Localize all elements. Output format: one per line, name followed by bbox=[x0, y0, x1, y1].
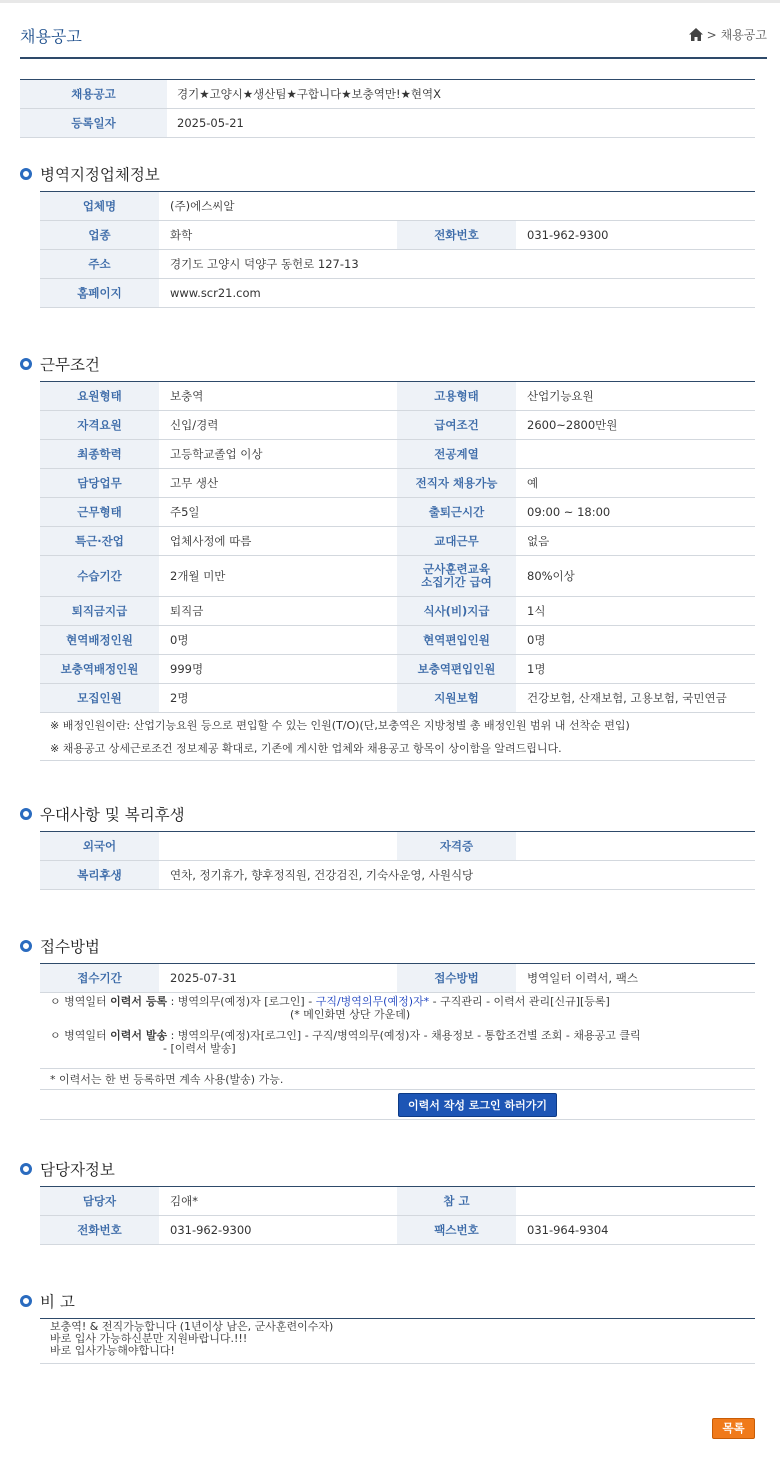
register-note: (* 메인화면 상단 가운데) bbox=[290, 1008, 411, 1021]
company-phone-value: 031-962-9300 bbox=[516, 221, 755, 250]
work-note-assignment: ※ 배정인원이란: 산업기능요원 등으로 편입할 수 있는 인원(T/O)(단,보충역은 지방청별 총 배정인원 범위 내 선착순 편입) bbox=[50, 718, 630, 732]
page-header bbox=[20, 24, 767, 59]
register-bold: 이력서 등록 bbox=[110, 995, 168, 1008]
remarks-line: 보충역! & 전직가능합니다 (1년이상 남은, 군사훈련이수자) bbox=[50, 1320, 334, 1333]
work-value: 09:00 ~ 18:00 bbox=[516, 498, 755, 527]
contact-person-value: 김애* bbox=[159, 1187, 397, 1216]
apply-note: * 이력서는 한 번 등록하면 계속 사용(발송) 가능. bbox=[40, 1069, 755, 1090]
benefits-section-label: 우대사항 및 복리후생 bbox=[40, 806, 185, 824]
work-label bbox=[397, 556, 516, 597]
work-label: 퇴직금지급 bbox=[40, 597, 159, 626]
certificate-value bbox=[516, 832, 755, 861]
register-prefix: ㅇ 병역일터 bbox=[50, 995, 111, 1008]
work-label: 최종학력 bbox=[40, 440, 159, 469]
remarks-section-title bbox=[20, 1290, 75, 1312]
work-label-line: 군사훈련교육 bbox=[423, 562, 490, 576]
bullet-icon bbox=[20, 1295, 32, 1307]
apply-method-value: 병역일터 이력서, 팩스 bbox=[516, 964, 755, 993]
address-value: 경기도 고양시 덕양구 동헌로 127-13 bbox=[159, 250, 755, 279]
homepage-link[interactable]: www.scr21.com bbox=[159, 279, 755, 308]
fax-value: 031-964-9304 bbox=[516, 1216, 755, 1245]
work-label: 전직자 채용가능 bbox=[397, 469, 516, 498]
posting-date-label: 등록일자 bbox=[20, 109, 167, 138]
work-value: 퇴직금 bbox=[159, 597, 397, 626]
company-name-value: (주)에스씨알 bbox=[159, 192, 755, 221]
resume-send-line bbox=[50, 1029, 755, 1042]
work-label: 교대근무 bbox=[397, 527, 516, 556]
apply-section-title bbox=[20, 935, 100, 957]
work-value: 산업기능요원 bbox=[516, 382, 755, 411]
page-title: 채용공고 bbox=[20, 27, 82, 46]
contact-phone-value: 031-962-9300 bbox=[159, 1216, 397, 1245]
fax-label: 팩스번호 bbox=[397, 1216, 516, 1245]
table-row bbox=[40, 861, 755, 890]
work-value bbox=[516, 440, 755, 469]
table-row bbox=[40, 382, 755, 411]
contact-section-title bbox=[20, 1158, 115, 1180]
breadcrumb-current: 채용공고 bbox=[720, 28, 767, 42]
table-row bbox=[40, 684, 755, 713]
work-label: 고용형태 bbox=[397, 382, 516, 411]
send-text-tail: - [이력서 발송] bbox=[163, 1042, 236, 1055]
work-value: 2600~2800만원 bbox=[516, 411, 755, 440]
work-label: 급여조건 bbox=[397, 411, 516, 440]
table-row bbox=[40, 250, 755, 279]
register-text-tail: - 구직관리 - 이력서 관리[신규][등록] bbox=[429, 995, 610, 1008]
industry-label: 업종 bbox=[40, 221, 159, 250]
language-label: 외국어 bbox=[40, 832, 159, 861]
work-label: 모집인원 bbox=[40, 684, 159, 713]
register-text: : 병역의무(예정)자 [로그인] - bbox=[167, 995, 316, 1008]
remarks-line: 바로 입사가능해야합니다! bbox=[50, 1344, 175, 1357]
remarks-box bbox=[40, 1318, 755, 1364]
table-row bbox=[40, 192, 755, 221]
welfare-value: 연차, 정기휴가, 향후정직원, 건강검진, 기숙사운영, 사원식당 bbox=[159, 861, 755, 890]
apply-instructions bbox=[40, 993, 755, 1069]
table-row bbox=[40, 737, 755, 761]
bullet-icon bbox=[20, 358, 32, 370]
work-label: 전공계열 bbox=[397, 440, 516, 469]
table-row bbox=[40, 1216, 755, 1245]
resume-register-line bbox=[50, 995, 755, 1008]
work-table bbox=[40, 381, 755, 761]
benefits-section-title bbox=[20, 803, 185, 825]
work-label: 보충역편입인원 bbox=[397, 655, 516, 684]
work-value: 고무 생산 bbox=[159, 469, 397, 498]
table-row bbox=[40, 469, 755, 498]
table-row bbox=[40, 964, 755, 993]
work-section-title bbox=[20, 353, 100, 375]
table-row bbox=[40, 993, 755, 1069]
table-row bbox=[40, 1187, 755, 1216]
list-button[interactable]: 목록 bbox=[712, 1418, 755, 1439]
work-value: 999명 bbox=[159, 655, 397, 684]
language-value bbox=[159, 832, 397, 861]
certificate-label: 자격증 bbox=[397, 832, 516, 861]
work-label: 자격요원 bbox=[40, 411, 159, 440]
work-value: 신입/경력 bbox=[159, 411, 397, 440]
send-bold: 이력서 발송 bbox=[110, 1029, 168, 1042]
table-row bbox=[40, 411, 755, 440]
apply-period-value: 2025-07-31 bbox=[159, 964, 397, 993]
reference-label: 참 고 bbox=[397, 1187, 516, 1216]
work-value: 주5일 bbox=[159, 498, 397, 527]
company-section-title bbox=[20, 163, 160, 185]
table-row bbox=[40, 1090, 755, 1120]
work-value: 건강보험, 산재보험, 고용보험, 국민연금 bbox=[516, 684, 755, 713]
table-row bbox=[40, 597, 755, 626]
work-value: 고등학교졸업 이상 bbox=[159, 440, 397, 469]
table-row bbox=[40, 527, 755, 556]
apply-section-label: 접수방법 bbox=[40, 938, 100, 956]
table-row bbox=[40, 1069, 755, 1090]
table-row bbox=[40, 279, 755, 308]
work-label: 지원보험 bbox=[397, 684, 516, 713]
bullet-icon bbox=[20, 1163, 32, 1175]
table-row bbox=[40, 440, 755, 469]
table-row bbox=[20, 80, 755, 109]
work-label: 특근·잔업 bbox=[40, 527, 159, 556]
table-row bbox=[40, 626, 755, 655]
work-label: 보충역배정인원 bbox=[40, 655, 159, 684]
table-row bbox=[40, 655, 755, 684]
contact-person-label: 담당자 bbox=[40, 1187, 159, 1216]
apply-period-label: 접수기간 bbox=[40, 964, 159, 993]
posting-title-label: 채용공고 bbox=[20, 80, 167, 109]
work-label: 담당업무 bbox=[40, 469, 159, 498]
work-value: 0명 bbox=[516, 626, 755, 655]
work-note-detail: ※ 채용공고 상세근로조건 정보제공 확대로, 기존에 게시한 업체와 채용공고 항목이 상이함을 알려드립니다. bbox=[40, 737, 755, 761]
table-row bbox=[40, 498, 755, 527]
work-value: 업체사정에 따름 bbox=[159, 527, 397, 556]
apply-table bbox=[40, 963, 755, 1120]
company-table bbox=[40, 191, 755, 308]
work-value: 2개월 미만 bbox=[159, 556, 397, 597]
work-value: 없음 bbox=[516, 527, 755, 556]
reference-value bbox=[516, 1187, 755, 1216]
company-phone-label: 전화번호 bbox=[397, 221, 516, 250]
bullet-icon bbox=[20, 808, 32, 820]
address-label: 주소 bbox=[40, 250, 159, 279]
home-icon[interactable] bbox=[689, 28, 703, 41]
posting-date-value: 2025-05-21 bbox=[167, 109, 755, 138]
bullet-icon bbox=[20, 168, 32, 180]
contact-section-label: 담당자정보 bbox=[40, 1161, 115, 1179]
work-value: 1명 bbox=[516, 655, 755, 684]
homepage-label: 홈페이지 bbox=[40, 279, 159, 308]
table-row bbox=[20, 109, 755, 138]
table-row bbox=[40, 832, 755, 861]
industry-value: 화학 bbox=[159, 221, 397, 250]
work-label: 요원형태 bbox=[40, 382, 159, 411]
remarks-section-label: 비 고 bbox=[40, 1293, 75, 1311]
apply-method-label: 접수방법 bbox=[397, 964, 516, 993]
remarks-line: 바로 입사 가능하신분만 지원바랍니다.!!! bbox=[50, 1332, 248, 1345]
work-label: 현역배정인원 bbox=[40, 626, 159, 655]
company-section-label: 병역지정업체정보 bbox=[40, 166, 160, 184]
work-value: 0명 bbox=[159, 626, 397, 655]
work-label: 현역편입인원 bbox=[397, 626, 516, 655]
work-label: 수습기간 bbox=[40, 556, 159, 597]
work-value: 80%이상 bbox=[516, 556, 755, 597]
send-prefix: ㅇ 병역일터 bbox=[50, 1029, 111, 1042]
resume-login-button[interactable]: 이력서 작성 로그인 하러가기 bbox=[398, 1093, 557, 1117]
work-label-line: 소집기간 급여 bbox=[421, 575, 492, 589]
contact-table bbox=[40, 1186, 755, 1245]
table-row bbox=[40, 556, 755, 597]
posting-title-value: 경기★고양시★생산팀★구합니다★보충역만!★현역X bbox=[167, 80, 755, 109]
top-border bbox=[0, 0, 780, 3]
work-label: 출퇴근시간 bbox=[397, 498, 516, 527]
benefits-table bbox=[40, 831, 755, 890]
breadcrumb bbox=[689, 26, 767, 43]
bullet-icon bbox=[20, 940, 32, 952]
table-row bbox=[40, 221, 755, 250]
company-name-label: 업체명 bbox=[40, 192, 159, 221]
work-value: 예 bbox=[516, 469, 755, 498]
contact-phone-label: 전화번호 bbox=[40, 1216, 159, 1245]
work-value: 1식 bbox=[516, 597, 755, 626]
work-value: 2명 bbox=[159, 684, 397, 713]
send-text: : 병역의무(예정)자[로그인] - 구직/병역의무(예정)자 - 채용정보 - 통합조건별 조회 - 채용공고 클릭 bbox=[167, 1029, 641, 1042]
work-label: 식사(비)지급 bbox=[397, 597, 516, 626]
work-value: 보충역 bbox=[159, 382, 397, 411]
register-link[interactable]: 구직/병역의무(예정)자* bbox=[315, 995, 430, 1008]
welfare-label: 복리후생 bbox=[40, 861, 159, 890]
table-row bbox=[40, 713, 755, 737]
work-label: 근무형태 bbox=[40, 498, 159, 527]
breadcrumb-separator: > bbox=[706, 27, 717, 42]
resume-button-cell bbox=[40, 1090, 755, 1120]
posting-table bbox=[20, 79, 755, 138]
work-section-label: 근무조건 bbox=[40, 356, 100, 374]
